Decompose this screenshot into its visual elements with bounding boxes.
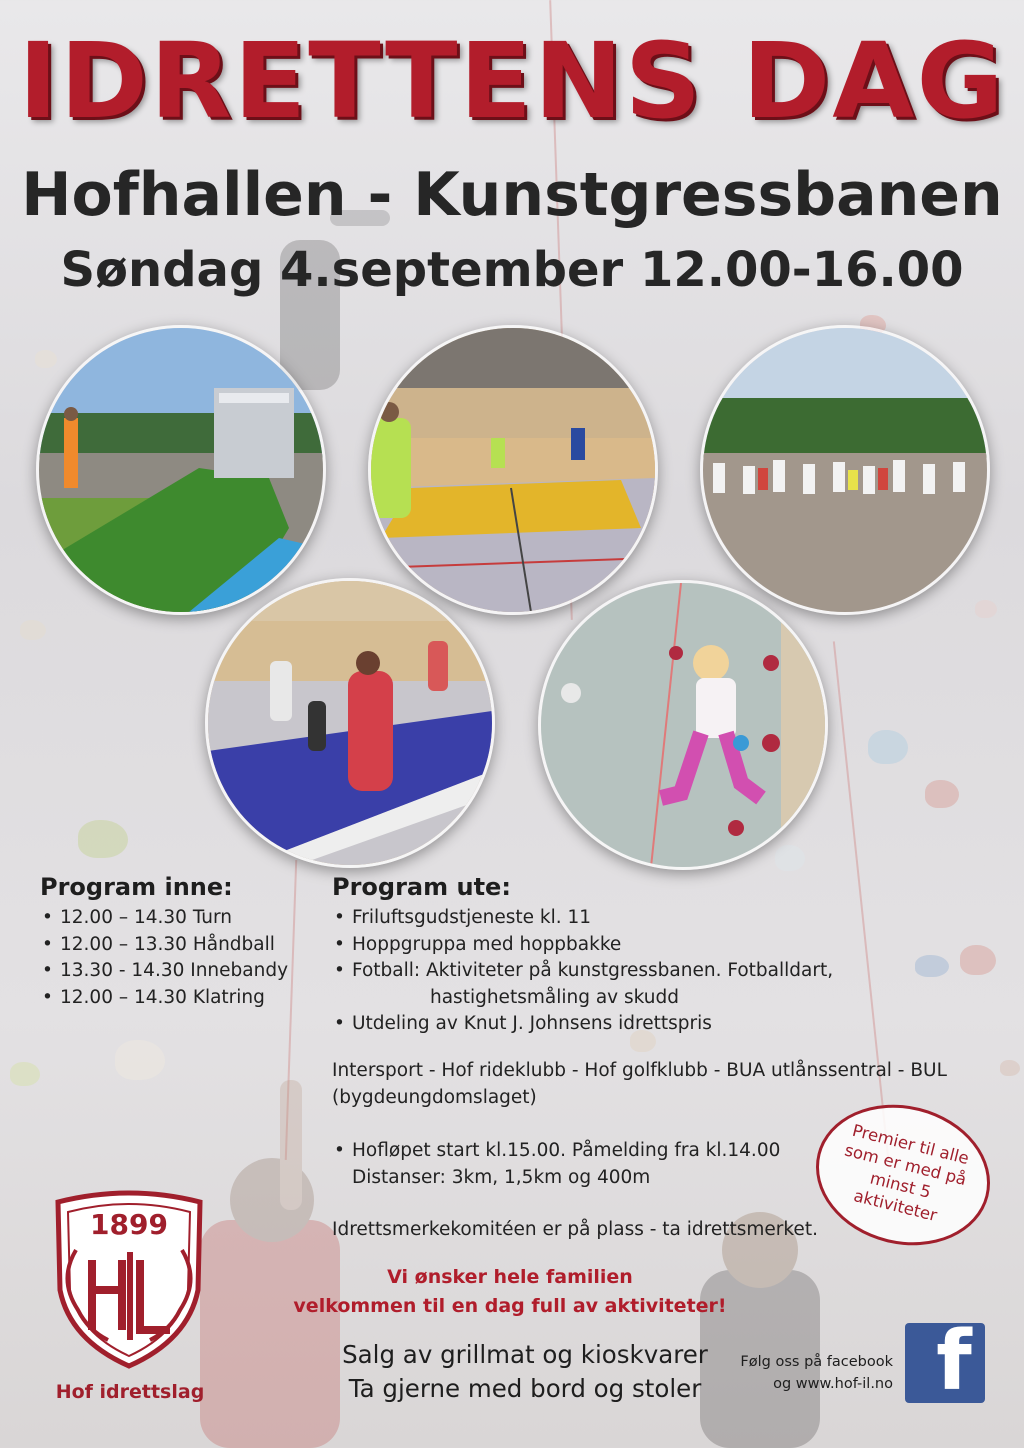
facebook-text: [725, 1351, 893, 1395]
list-item: • Utdeling av Knut J. Johnsens idrettspris: [332, 1011, 972, 1038]
climbing-hold: [1000, 1060, 1020, 1076]
list-item: • 12.00 – 14.30 Turn: [40, 905, 330, 932]
photo-running-race: [700, 325, 990, 615]
climbing-hold: [20, 620, 46, 640]
program-ute: [332, 873, 972, 1038]
climbing-hold: [868, 730, 908, 764]
event-date: Søndag 4.september 12.00-16.00: [60, 242, 964, 298]
photo-indoor-hall: [368, 325, 658, 615]
climbing-hold: [10, 1062, 40, 1086]
list-item: • Friluftsgudstjeneste kl. 11: [332, 905, 972, 932]
indoor-hall-image: [371, 328, 655, 612]
list-item-continuation: Distanser: 3km, 1,5km og 400m: [352, 1166, 651, 1188]
photo-ski-jump: [36, 325, 326, 615]
welcome-message: [240, 1263, 780, 1321]
climbing-image: [541, 583, 825, 867]
hofloepet: [332, 1138, 852, 1191]
climbing-hold: [115, 1040, 165, 1080]
ski-jump-image: [39, 328, 323, 612]
climbing-hold: [775, 845, 805, 871]
sales-line-2: Ta gjerne med bord og stoler: [348, 1374, 702, 1403]
program-ute-list: [332, 905, 972, 1038]
sponsors-text: Intersport - Hof rideklubb - Hof golfklubb - BUA utlånssentral - BUL (bygdeungdomslaget): [332, 1060, 947, 1108]
list-item: • 12.00 – 13.30 Håndball: [40, 932, 330, 959]
list-item: • Fotball: Aktiviteter på kunstgressbanen. Fotballdart,: [332, 958, 972, 985]
facebook-line-2[interactable]: og www.hof-il.no: [773, 1376, 893, 1392]
sales-info: [300, 1338, 750, 1406]
program-inne-list: [40, 905, 330, 1011]
idrettsmerke-text: Idrettsmerkekomitéen er på plass - ta idrettsmerket.: [332, 1219, 818, 1240]
welcome-line-1: Vi ønsker hele familien: [387, 1266, 633, 1288]
climbing-hold: [925, 780, 959, 808]
program-inne: [40, 873, 330, 1011]
list-item: • 13.30 - 14.30 Innebandy: [40, 958, 330, 985]
list-item-continuation: hastighetsmåling av skudd: [430, 986, 679, 1008]
list-item: • Hoppgruppa med hoppbakke: [332, 932, 972, 959]
list-item: • Hofløpet start kl.15.00. Påmelding fra kl.14.00: [332, 1138, 852, 1165]
logo-year: 1899: [90, 1208, 168, 1241]
list-item: • 12.00 – 14.30 Klatring: [40, 985, 330, 1012]
sales-line-1: Salg av grillmat og kioskvarer: [342, 1340, 708, 1369]
air-track-image: [208, 581, 492, 865]
prizes-stamp-text: Premier til alle som er med på minst 5 aktiviteter: [842, 1120, 971, 1226]
club-name: Hof idrettslag: [55, 1381, 205, 1403]
facebook-line-1: Følg oss på facebook: [740, 1354, 893, 1370]
program-inne-heading: Program inne:: [40, 873, 233, 901]
climbing-hold: [975, 600, 997, 618]
welcome-line-2: velkommen til en dag full av aktiviteter!: [293, 1295, 727, 1317]
running-race-image: [703, 328, 987, 612]
photo-climbing: [538, 580, 828, 870]
program-ute-heading: Program ute:: [332, 873, 511, 901]
climbing-hold: [35, 350, 57, 368]
hofloepet-list: [332, 1138, 852, 1191]
climbing-hold: [78, 820, 128, 858]
page-title: IDRETTENS DAG: [18, 20, 1006, 142]
venue-subtitle: Hofhallen - Kunstgressbanen: [21, 160, 1003, 230]
photo-air-track: [205, 578, 495, 868]
facebook-icon[interactable]: f: [905, 1323, 985, 1403]
